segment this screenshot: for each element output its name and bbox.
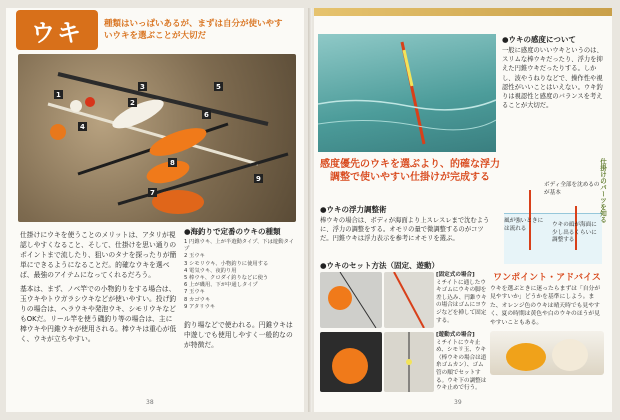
diagram-label: ボディ全部を沈めるのが基本 — [544, 182, 600, 196]
callout-heading: 感度優先のウキを選ぶより、的確な浮力調整で使いやすい仕掛けが完成する — [320, 159, 500, 183]
book-gutter — [308, 8, 312, 412]
buoyancy-diagram — [504, 180, 602, 264]
fixed-setup-text — [436, 272, 488, 325]
right-page — [314, 8, 612, 412]
fixed-setup-photo — [320, 272, 382, 328]
one-point-advice-title: ワンポイント・アドバイス — [493, 273, 601, 283]
ball-float — [85, 97, 95, 107]
chapter-tab: 仕掛けのパーツを知る — [599, 158, 607, 223]
decorative-top-bar — [314, 8, 612, 16]
white-float — [109, 94, 167, 134]
legend-item: 9 アタリウキ — [184, 303, 216, 310]
legend-item: 4 電気ウキ、夜釣り用 — [184, 267, 237, 274]
diagram-label: 風が強いときには流れる — [504, 218, 544, 232]
photo-number: 7 — [150, 189, 155, 197]
free-setup-text — [436, 332, 488, 393]
legend-item: 2 玉ウキ — [184, 253, 205, 260]
body-paragraph: 基本は、まず、ノベ竿での小物釣りをする場合は、玉ウキやトウガラシウキなどが使いやすい。投げ釣りの場合は、ヘラウキや発泡ウキ、シモリウキなどもOKだ。リール竿を使う磯釣り等の場合は、主に棒ウキや円錐ウキが使用される。棒ウキは重心が低く、ウキが立ちやすい。 — [20, 285, 177, 343]
float-types-legend — [184, 226, 296, 316]
float-in-water-illustration — [318, 34, 496, 152]
photo-number: 5 — [216, 83, 221, 91]
section-text-buoyancy: 棒ウキの場合は、ボディが海面より上スレスレまで沈むように、浮力の調整をする。オモリの量で微調整するのがコツだ。円錐ウキは浮力表示を参考にオモリを選ぶ。 — [320, 217, 490, 243]
section-title-buoyancy: ●ウキの浮力調整術 — [320, 205, 387, 214]
orange-float — [146, 122, 209, 161]
page-number: 38 — [146, 399, 154, 406]
page-subtitle: 種類はいっぱいあるが、まずは自分が使いやすいウキを選ぶことが大切だ — [104, 19, 283, 41]
photo-number: 2 — [130, 99, 135, 107]
diagram-label: ウキの頭が海面に少し出るくらいに調整する — [552, 222, 597, 244]
section-title-setup: ●ウキのセット方法（固定、遊動） — [320, 261, 440, 270]
body-text-continued: 釣り場などで使われる。円錐ウキは中遊しでも使用しやすく一般的なのが特徴だ。 — [184, 321, 293, 349]
photo-number: 3 — [140, 83, 145, 91]
free-setup-photo — [320, 332, 382, 392]
fixed-setup-description: ミチイトに通したウキゴムにウキの脚を差し込み、円錐ウキの場合はゴムにヨウジなどを挿して固定する。 — [436, 279, 487, 324]
free-setup-description: ミチイトにウキ止め、シモリ玉、ウキ（棒ウキの場合は道糸ゴムカン）、ゴム管の順でセットする。ウキ下の調整はウキ止めで行う。 — [436, 339, 487, 392]
float-in-water-photo — [318, 34, 496, 152]
section-title-sensitivity: ●ウキの感度について — [502, 35, 576, 44]
photo-number: 1 — [56, 91, 61, 99]
photo-number: 4 — [80, 123, 85, 131]
photo-number: 8 — [170, 159, 175, 167]
legend-item: 8 カゴウキ — [184, 296, 211, 303]
page-number: 39 — [454, 399, 462, 406]
floats-photo — [18, 54, 296, 222]
one-point-advice-text: ウキを選ぶときに迷ったらまずは「自分が見やすいか」どうかを基準にしよう。また、オレンジ色のウキは晴天時でも見やすく、夏の時期は黄色や白のウキのほうが見やすいこともある。 — [490, 286, 601, 326]
fixed-setup-title: [固定式の場合] — [436, 272, 475, 278]
ball-float — [50, 124, 66, 140]
photo-number: 9 — [256, 175, 261, 183]
legend-item: 3 シモリウキ、小物釣りに使用する — [184, 260, 269, 267]
fixed-setup-photo-2 — [384, 272, 434, 328]
free-setup-photo-2 — [384, 332, 434, 392]
legend-item: 6 上が磯用、下が中通しタイプ — [184, 282, 258, 289]
orange-float — [152, 190, 204, 214]
legend-item: 5 棒ウキ、クロダイ釣りなどに使う — [184, 275, 269, 282]
page-title: ウキ — [16, 10, 98, 50]
floats-illustration — [18, 54, 296, 222]
section-text-sensitivity: 一般に感度のいいウキというのは、スリムな棒ウキだったり、浮力を抑えた円錐ウキだったりする。しかし、波やうねりなどで、操作性や視認性がいいことはいえない。ウキ釣りは視認性と感度のバランスを考えることが大切だ。 — [502, 47, 603, 110]
body-paragraph: 仕掛けにウキを使うことのメリットは、アタリが視認しやすくなること、そして、仕掛けを思い通りのポイントまで流したり、狙いのタナを探ったりが簡単にできるようになることだ。的確なウキを選べば、最強のアイテムになってくれるだろう。 — [20, 231, 177, 279]
legend-item: 1 円錐ウキ、上が半遊動タイプ、下は遊動タイプ — [184, 239, 294, 253]
photo-number: 6 — [204, 111, 209, 119]
free-setup-title: [遊動式の場合] — [436, 332, 475, 338]
left-page — [6, 8, 304, 412]
legend-item: 7 玉ウキ — [184, 289, 205, 296]
body-text — [20, 230, 178, 344]
one-point-advice-box — [490, 270, 604, 388]
one-point-photo — [490, 331, 604, 375]
legend-title: ●海釣りで定番のウキの種類 — [184, 227, 281, 236]
ball-float — [70, 100, 82, 112]
